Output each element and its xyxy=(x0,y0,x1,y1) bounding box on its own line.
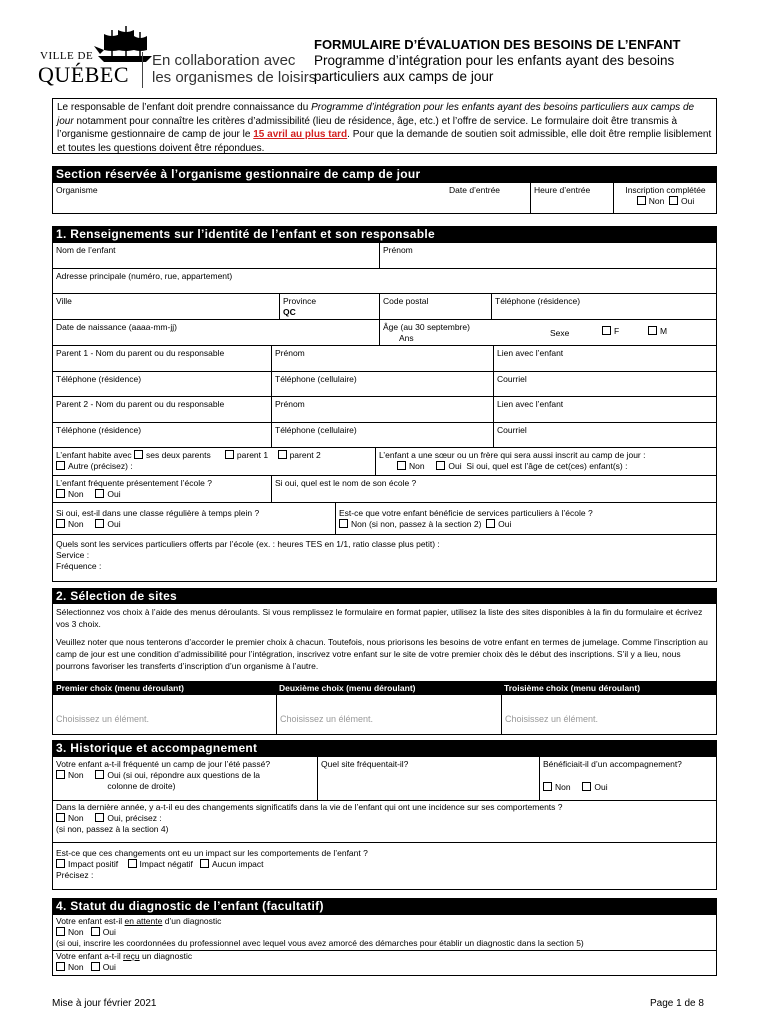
ville-de-quebec-logo xyxy=(38,24,338,90)
intro-deadline: 15 avril au plus tard xyxy=(253,129,348,140)
habite-avec-row xyxy=(53,447,716,475)
autre-checkbox[interactable] xyxy=(56,461,65,470)
date-naissance-field[interactable] xyxy=(53,320,379,345)
parent1-tel-row xyxy=(53,371,716,396)
recu-field xyxy=(53,951,717,975)
intro-program-name: Programme d’intégration pour les enfants ayant des besoins particuliers aux camps de jour xyxy=(57,102,695,127)
choix1-placeholder: Choisissez un élément. xyxy=(56,714,150,724)
classe-row xyxy=(53,502,716,534)
recu-post: un diagnostic xyxy=(139,951,193,961)
parent2-nom-field[interactable] xyxy=(53,397,271,422)
parent2-tel-cell-field[interactable] xyxy=(271,423,493,447)
recu-row xyxy=(53,950,716,975)
parent2-tel-res-label: Téléphone (résidence) xyxy=(56,425,142,435)
camp-non-checkbox[interactable] xyxy=(56,770,65,779)
province-label: Province xyxy=(283,296,317,306)
parent1-nom-field[interactable] xyxy=(53,346,271,371)
section-2-instructions xyxy=(53,604,716,674)
heure-entree-label: Heure d’entrée xyxy=(534,185,591,195)
section-4-diagnostic xyxy=(52,898,717,976)
section-1-identite xyxy=(52,226,717,582)
logo-collab-text xyxy=(152,52,316,86)
choix1-dropdown[interactable] xyxy=(53,695,276,735)
choix2-header: Deuxième choix (menu déroulant) xyxy=(279,683,416,693)
parent1-label: Parent 1 - Nom du parent ou du responsable xyxy=(56,348,225,358)
services-particuliers-label: Est-ce que votre enfant bénéficie de services particuliers à l’école ? xyxy=(339,508,593,518)
classe-oui-label: Oui xyxy=(107,519,121,529)
attente-non-checkbox[interactable] xyxy=(56,927,65,936)
sexe-f-label: F xyxy=(614,326,620,336)
accomp-non-label: Non xyxy=(555,782,571,792)
nom-enfant-row xyxy=(53,242,716,268)
attente-row xyxy=(53,914,716,950)
parent2-label: Parent 2 - Nom du parent ou du responsable xyxy=(56,399,225,409)
frequente-ecole-label: L’enfant fréquente présentement l’école ? xyxy=(56,478,212,488)
changements-oui-checkbox[interactable] xyxy=(95,813,104,822)
parent2-lien-label: Lien avec l’enfant xyxy=(497,399,564,409)
inscription-label: Inscription complétée xyxy=(625,185,706,195)
age-label: Âge (au 30 septembre) xyxy=(383,322,470,332)
parent2-courriel-label: Courriel xyxy=(497,425,527,435)
classe-non-checkbox[interactable] xyxy=(56,519,65,528)
habite-avec-field xyxy=(53,448,375,475)
section-3-historique xyxy=(52,740,717,890)
naissance-row xyxy=(53,319,716,345)
ses-deux-parents-checkbox[interactable] xyxy=(134,450,143,459)
camp-non-label: Non xyxy=(68,770,84,780)
sexe-label: Sexe xyxy=(550,328,570,338)
choix2-dropdown[interactable] xyxy=(276,695,501,735)
quels-services-field[interactable] xyxy=(53,535,717,578)
form-subtitle: Programme d’intégration pour les enfants ayant des besoins particuliers aux camps de jour xyxy=(314,53,675,84)
attente-oui-label: Oui xyxy=(102,927,116,937)
accompagnement-field xyxy=(539,757,717,800)
organisme-row xyxy=(53,182,716,213)
quel-site-label: Quel site fréquentait-il? xyxy=(321,759,409,769)
sexe-m-checkbox[interactable] xyxy=(648,326,657,335)
recu-pre: Votre enfant a-t-il xyxy=(56,951,124,961)
si-oui-age-label: Si oui, quel est l’âge de cet(ces) enfant(s) : xyxy=(466,461,628,471)
inscription-non-label: Non xyxy=(648,196,665,206)
quels-services-label: Quels sont les services particuliers offerts par l’école (ex. : heures TES en 1/1, ratio classe plus petit) : xyxy=(56,539,440,549)
changements-oui-label: Oui, précisez : xyxy=(107,813,162,823)
impact-row xyxy=(53,842,716,890)
frequente-camp-label: Votre enfant a-t-il fréquenté un camp de jour l’été passé? xyxy=(56,759,271,769)
nom-ecole-label: Si oui, quel est le nom de son école ? xyxy=(275,478,417,488)
parent2-prenom-field[interactable] xyxy=(271,397,493,422)
parent1-tel-cell-field[interactable] xyxy=(271,372,493,396)
nom-ecole-field[interactable] xyxy=(271,476,717,502)
parent-2-label: parent 2 xyxy=(289,450,321,460)
classe-oui-checkbox[interactable] xyxy=(95,519,104,528)
intro-text-2: notamment pour connaître les critères d’admissibilité (lieu de résidence, âge, etc.) et l’offre de service. Le formulaire doit être transmis à l’organisme gestionnaire de camp de jour le xyxy=(57,115,678,140)
ses-deux-parents-label: ses deux parents xyxy=(146,450,211,460)
inscription-oui-checkbox[interactable] xyxy=(669,196,678,205)
frequente-ecole-field xyxy=(53,476,271,502)
intro-text-1: Le responsable de l’enfant doit prendre connaissance du xyxy=(57,102,312,113)
accomp-non-checkbox[interactable] xyxy=(543,782,552,791)
collab-line-2: les organismes de loisirs xyxy=(152,69,317,86)
province-value: QC xyxy=(283,307,296,317)
soeur-frere-non-checkbox[interactable] xyxy=(397,461,406,470)
parent1-lien-label: Lien avec l’enfant xyxy=(497,348,564,358)
camp-passe-row xyxy=(53,756,716,800)
accomp-oui-checkbox[interactable] xyxy=(582,782,591,791)
organisme-field[interactable] xyxy=(53,183,446,213)
ecole-row xyxy=(53,475,716,502)
ans-label: Ans xyxy=(399,333,414,343)
tel-residence-label: Téléphone (résidence) xyxy=(495,296,581,306)
ville-row xyxy=(53,293,716,319)
ville-label: Ville xyxy=(56,296,72,306)
parent1-tel-res-field[interactable] xyxy=(53,372,271,396)
impact-field xyxy=(53,843,717,890)
recu-non-label: Non xyxy=(68,962,84,972)
ecole-oui-label: Oui xyxy=(107,489,121,499)
accompagnement-label: Bénéficiait-il d’un accompagnement? xyxy=(543,759,682,769)
inscription-field xyxy=(613,183,717,213)
choix3-placeholder: Choisissez un élément. xyxy=(505,714,599,724)
intro-notice xyxy=(52,98,717,154)
parent1-tel-cell-label: Téléphone (cellulaire) xyxy=(275,374,357,384)
parent2-tel-res-field[interactable] xyxy=(53,423,271,447)
parent2-lien-field[interactable] xyxy=(493,397,717,422)
nom-enfant-label: Nom de l’enfant xyxy=(56,245,116,255)
choix3-dropdown[interactable] xyxy=(501,695,717,735)
code-postal-label: Code postal xyxy=(383,296,429,306)
si-non-section-4: (si non, passez à la section 4) xyxy=(56,824,169,834)
aucun-impact-label: Aucun impact xyxy=(212,859,264,869)
section-2-title: 2. Sélection de sites xyxy=(53,589,716,604)
parent1-tel-res-label: Téléphone (résidence) xyxy=(56,374,142,384)
parent-2-checkbox[interactable] xyxy=(278,450,287,459)
section-2-para-1: Sélectionnez vos choix à l’aide des menus déroulants. Si vous remplissez le formulaire en format papier, utilisez la liste des sites disponibles à la fin du formulaire et écrivez vos 3 choix. xyxy=(56,607,703,629)
camp-oui-checkbox[interactable] xyxy=(95,770,104,779)
impact-label: Est-ce que ces changements ont eu un impact sur les comportements de l’enfant ? xyxy=(56,848,368,858)
services-oui-label: Oui xyxy=(498,519,512,529)
accomp-oui-label: Oui xyxy=(594,782,608,792)
form-title: FORMULAIRE D’ÉVALUATION DES BESOINS DE L’ENFANT xyxy=(314,37,681,52)
soeur-frere-field xyxy=(375,448,717,475)
tel-residence-enfant-field[interactable] xyxy=(491,294,717,319)
ecole-non-checkbox[interactable] xyxy=(56,489,65,498)
habite-avec-label: L’enfant habite avec xyxy=(56,450,132,460)
sexe-f-checkbox[interactable] xyxy=(602,326,611,335)
impact-negatif-checkbox[interactable] xyxy=(128,859,137,868)
classe-non-label: Non xyxy=(68,519,84,529)
logo-divider xyxy=(142,52,143,88)
collab-line-1: En collaboration avec xyxy=(152,52,296,69)
impact-precisez-label[interactable]: Précisez : xyxy=(56,870,94,880)
choix-dropdown-row xyxy=(53,695,717,735)
changements-field xyxy=(53,801,717,842)
service-label: Service : xyxy=(56,550,90,560)
parent2-row xyxy=(53,396,716,422)
section-2-para-2: Veuillez noter que nous tenterons d’accorder le premier choix à chacun. Toutefois, nous priorisons les besoins de votre enfant en termes de jumelage. Comme l’inscription au camp de jour est une condition d’admissibilité pour l’intégration, inscrivez votre enfant sur le site de votre premier choix dès le début des inscriptions. S’il y a lieu, nous pourrons favoriser les transferts d’inscription d’un organisme à l’autre. xyxy=(56,637,708,671)
classe-reguliere-label: Si oui, est-il dans une classe régulière à temps plein ? xyxy=(56,508,260,518)
attente-post: d’un diagnostic xyxy=(162,916,222,926)
choix3-header: Troisième choix (menu déroulant) xyxy=(504,683,641,693)
logo-ville-de: VILLE DE xyxy=(40,50,94,62)
section-2-sites xyxy=(52,588,717,735)
parent-1-label: parent 1 xyxy=(236,450,269,460)
parent2-tel-cell-label: Téléphone (cellulaire) xyxy=(275,425,357,435)
impact-negatif-label: Impact négatif xyxy=(139,859,193,869)
quel-site-field[interactable] xyxy=(317,757,539,800)
changements-non-checkbox[interactable] xyxy=(56,813,65,822)
soeur-frere-oui-label: Oui xyxy=(448,461,462,471)
sexe-m-label: M xyxy=(660,326,668,336)
quels-services-row xyxy=(53,534,716,578)
recu-underlined: reçu xyxy=(123,951,140,961)
changements-label: Dans la dernière année, y a-t-il eu des changements significatifs dans la vie de l’enfant qui ont une incidence sur ses comportements ? xyxy=(56,802,563,812)
camp-oui-label: Oui (si oui, répondre aux questions de la colonne de droite) xyxy=(107,770,261,791)
intro-text-3: . Pour que la demande de soutien soit admissible, elle doit être remplie lisiblement et toutes les questions doivent être répondues. xyxy=(57,129,712,154)
camp-passe-field xyxy=(53,757,317,800)
date-entree-field[interactable] xyxy=(446,183,530,213)
adresse-row xyxy=(53,268,716,293)
parent1-row xyxy=(53,345,716,371)
recu-oui-checkbox[interactable] xyxy=(91,962,100,971)
date-naissance-label: Date de naissance (aaaa-mm-jj) xyxy=(56,322,177,332)
attente-pre: Votre enfant est-il xyxy=(56,916,125,926)
soeur-frere-oui-checkbox[interactable] xyxy=(436,461,445,470)
choix2-placeholder: Choisissez un élément. xyxy=(280,714,374,724)
recu-oui-label: Oui xyxy=(102,962,116,972)
services-non-checkbox[interactable] xyxy=(339,519,348,528)
recu-non-checkbox[interactable] xyxy=(56,962,65,971)
parent1-prenom-field[interactable] xyxy=(271,346,493,371)
services-non-label: Non (si non, passez à la section 2) xyxy=(351,519,482,529)
logo-quebec: QUÉBEC xyxy=(38,62,129,87)
choix1-header: Premier choix (menu déroulant) xyxy=(56,683,184,693)
parent1-courriel-field[interactable] xyxy=(493,372,717,396)
date-entree-label: Date d’entrée xyxy=(449,185,501,195)
inscription-oui-label: Oui xyxy=(681,196,695,206)
si-oui-inscrire-label: (si oui, inscrire les coordonnées du professionnel avec lequel vous avez amorcé des démarches pour établir un diagnostic dans la section 5) xyxy=(56,938,584,948)
aucun-impact-checkbox[interactable] xyxy=(200,859,209,868)
adresse-label: Adresse principale (numéro, rue, appartement) xyxy=(56,271,233,281)
attente-underlined: en attente xyxy=(124,916,163,926)
soeur-frere-non-label: Non xyxy=(409,461,425,471)
province-field xyxy=(279,294,379,319)
section-1-title: 1. Renseignements sur l’identité de l’enfant et son responsable xyxy=(53,227,716,242)
changements-non-label: Non xyxy=(68,813,84,823)
ecole-oui-checkbox[interactable] xyxy=(95,489,104,498)
code-postal-field[interactable] xyxy=(379,294,491,319)
impact-positif-label: Impact positif xyxy=(68,859,119,869)
soeur-frere-label: L’enfant a une sœur ou un frère qui sera aussi inscrit au camp de jour : xyxy=(379,450,646,460)
inscription-non-checkbox[interactable] xyxy=(637,196,646,205)
age-sexe-field xyxy=(379,320,717,345)
prenom-enfant-label: Prénom xyxy=(383,245,413,255)
section-organisme-title: Section réservée à l’organisme gestionnaire de camp de jour xyxy=(53,167,716,182)
section-3-title: 3. Historique et accompagnement xyxy=(53,741,716,756)
attente-non-label: Non xyxy=(68,927,84,937)
services-particuliers-field xyxy=(335,503,717,534)
parent2-tel-row xyxy=(53,422,716,447)
autre-label: Autre (précisez) : xyxy=(68,461,133,471)
classe-reguliere-field xyxy=(53,503,335,534)
nom-enfant-field[interactable] xyxy=(53,243,379,268)
parent1-lien-field[interactable] xyxy=(493,346,717,371)
prenom-enfant-field[interactable] xyxy=(379,243,717,268)
parent2-courriel-field[interactable] xyxy=(493,423,717,447)
parent1-courriel-label: Courriel xyxy=(497,374,527,384)
parent-1-checkbox[interactable] xyxy=(225,450,234,459)
footer-page-number: Page 1 de 8 xyxy=(650,998,704,1009)
form-title-block xyxy=(314,36,734,85)
heure-entree-field[interactable] xyxy=(530,183,613,213)
impact-positif-checkbox[interactable] xyxy=(56,859,65,868)
services-oui-checkbox[interactable] xyxy=(486,519,495,528)
organisme-label: Organisme xyxy=(56,185,98,195)
parent1-prenom-label: Prénom xyxy=(275,348,305,358)
ville-field[interactable] xyxy=(53,294,279,319)
parent2-prenom-label: Prénom xyxy=(275,399,305,409)
frequence-label: Fréquence : xyxy=(56,561,102,571)
attente-oui-checkbox[interactable] xyxy=(91,927,100,936)
choix-header-row xyxy=(53,681,717,695)
section-4-title: 4. Statut du diagnostic de l’enfant (facultatif) xyxy=(53,899,716,914)
footer-updated: Mise à jour février 2021 xyxy=(52,998,157,1009)
changements-row xyxy=(53,800,716,842)
section-organisme xyxy=(52,166,717,214)
ship-icon xyxy=(90,24,160,64)
adresse-field[interactable] xyxy=(53,269,717,293)
ecole-non-label: Non xyxy=(68,489,84,499)
attente-field xyxy=(53,915,717,950)
